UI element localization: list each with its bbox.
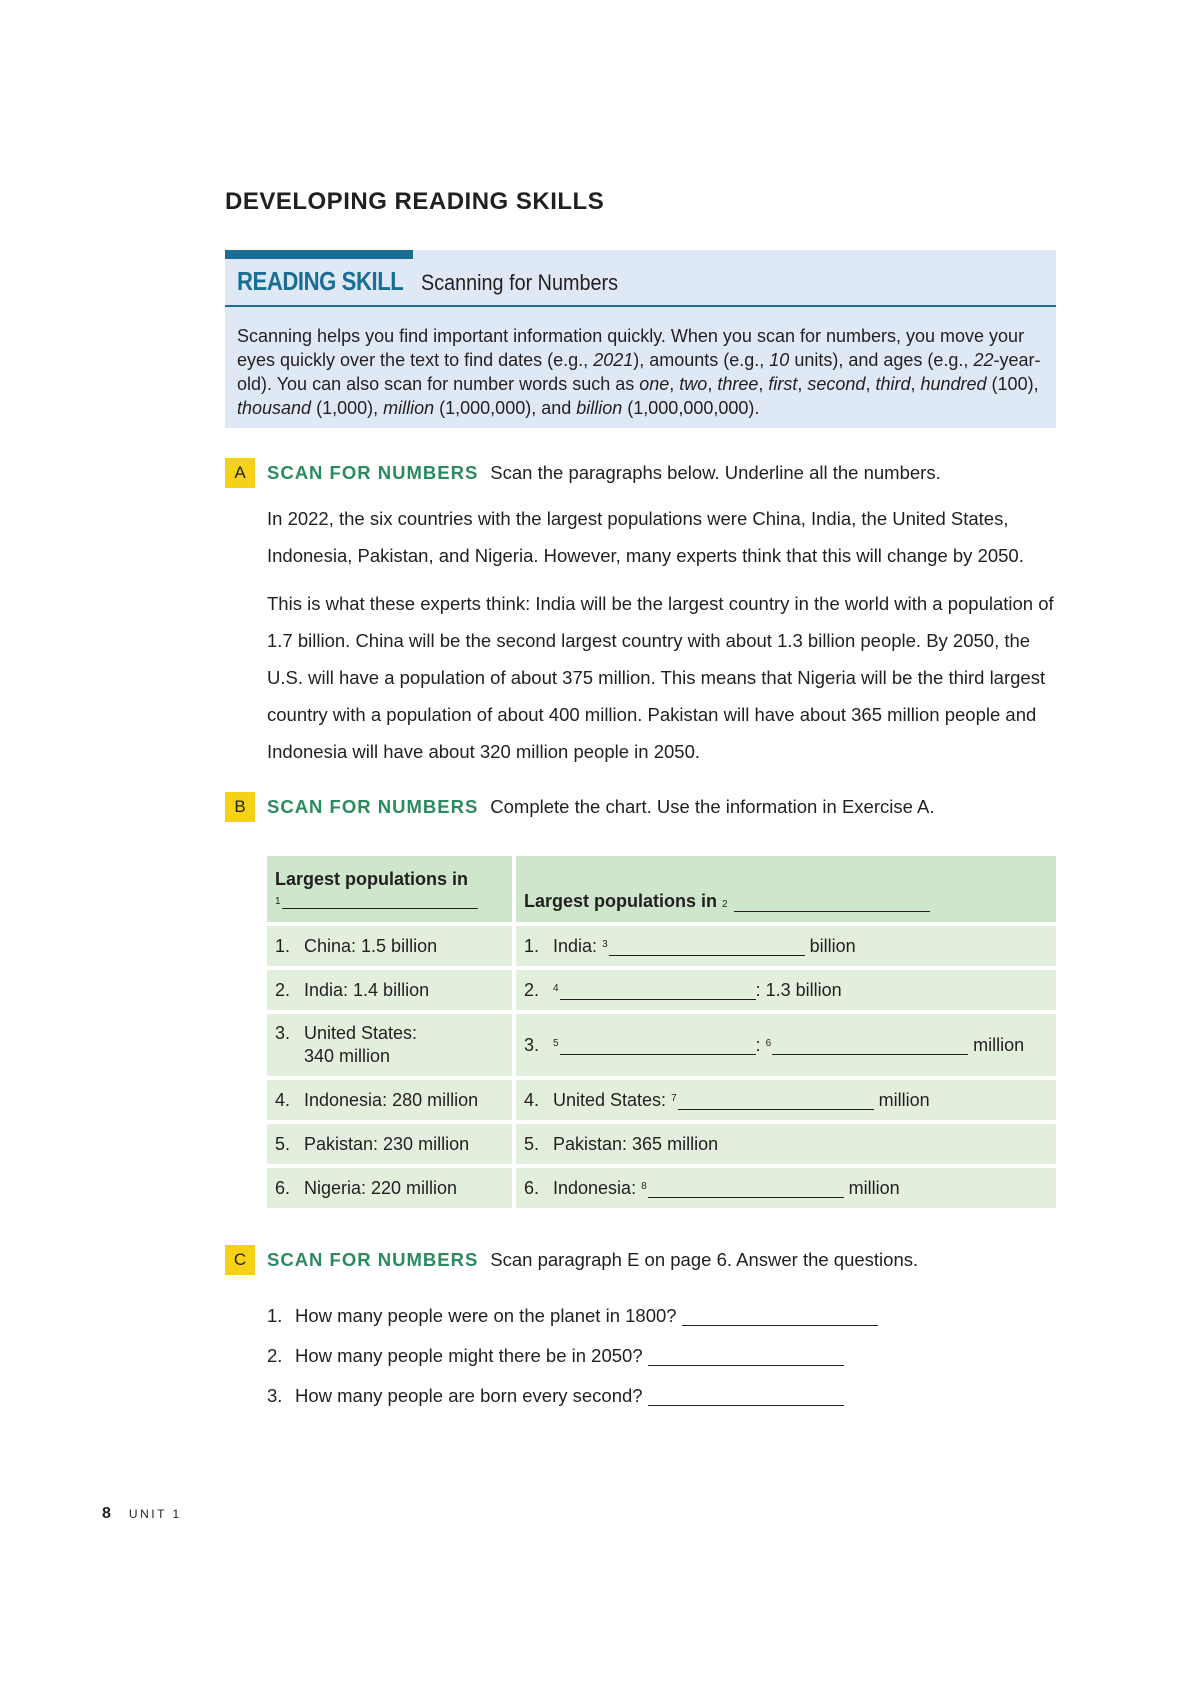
reading-skill-title: Scanning for Numbers (421, 270, 619, 295)
page-footer (102, 1505, 182, 1523)
table-row (267, 970, 1056, 1010)
right-cell: 3. $^5$ : $^6$ million (516, 1014, 1056, 1076)
table-row (267, 1124, 1056, 1164)
left-cell: 2. India: 1.4 billion (267, 970, 512, 1010)
left-cell: 6. Nigeria: 220 million (267, 1168, 512, 1208)
table-row (267, 926, 1056, 966)
exercise-badge-b: B (225, 792, 255, 822)
exercise-a-header (225, 458, 941, 488)
left-cell: 4. Indonesia: 280 million (267, 1080, 512, 1120)
exercise-a-paragraph-1: In 2022, the six countries with the largest populations were China, India, the United States, Indonesia, Pakistan, and Nigeria. However, many experts think that this will change by 2050. (267, 508, 1024, 566)
blank-input-8[interactable] (648, 1179, 844, 1198)
blank-input-1[interactable] (282, 890, 478, 909)
table-row (267, 1014, 1056, 1076)
question-item: 2. How many people might there be in 2050? (267, 1336, 878, 1376)
exercise-label: SCAN FOR NUMBERS (267, 1249, 479, 1270)
blank-input-7[interactable] (678, 1091, 874, 1110)
reading-skill-body: Scanning helps you find important information quickly. When you scan for numbers, you move your eyes quickly over the text to find dates (e.g., 2021), amounts (e.g., 10 units), and ages (e.g., 22-year-old). You can also scan for number words such as one, two, three, first, second, third, hundred (100), thousand (1,000), million (1,000,000), and billion (1,000,000,000). (237, 326, 1041, 418)
right-cell: 2. $^4$ : 1.3 billion (516, 970, 1056, 1010)
header-right: Largest populations in $^2$ (516, 856, 1056, 922)
question-item: 1. How many people were on the planet in 1800? (267, 1296, 878, 1336)
answer-blank-2[interactable] (648, 1347, 844, 1366)
table-row (267, 1168, 1056, 1208)
question-item: 3. How many people are born every second? (267, 1376, 878, 1416)
page-title: DEVELOPING READING SKILLS (225, 188, 605, 215)
blank-input-3[interactable] (609, 937, 805, 956)
exercise-b-header (225, 792, 935, 822)
blank-input-5[interactable] (560, 1036, 756, 1055)
exercise-c-header (225, 1245, 918, 1275)
table-header-row (267, 856, 1056, 922)
reading-skill-label: READING SKILL (237, 266, 404, 296)
right-cell: 5. Pakistan: 365 million (516, 1124, 1056, 1164)
exercise-badge-a: A (225, 458, 255, 488)
unit-label: UNIT 1 (128, 1507, 182, 1521)
blank-input-4[interactable] (560, 981, 756, 1000)
header-left: Largest populations in $^1$ (267, 856, 512, 922)
skill-accent-bar (225, 250, 413, 259)
population-chart-table (267, 856, 1056, 1212)
blank-input-2[interactable] (734, 893, 930, 912)
right-cell: 4. United States: $^7$ million (516, 1080, 1056, 1120)
exercise-label: SCAN FOR NUMBERS (267, 796, 479, 817)
skill-divider (225, 305, 1056, 307)
page-number: 8 (102, 1505, 111, 1522)
answer-blank-1[interactable] (682, 1307, 878, 1326)
exercise-instruction: Scan the paragraphs below. Underline all the numbers. (490, 462, 941, 483)
exercise-label: SCAN FOR NUMBERS (267, 462, 479, 483)
reading-skill-header (237, 266, 640, 304)
left-cell: 5. Pakistan: 230 million (267, 1124, 512, 1164)
exercise-a-paragraph-2: This is what these experts think: India will be the largest country in the world with a population of 1.7 billion. China will be the second largest country with about 1.3 billion people. By 2050, the U.S. will have a population of about 375 million. This means that Nigeria will be the third largest country with a population of about 400 million. Pakistan will have about 365 million people and Indonesia will have about 320 million people in 2050. (267, 593, 1054, 762)
right-cell: 1. India: $^3$ billion (516, 926, 1056, 966)
left-cell: 1. China: 1.5 billion (267, 926, 512, 966)
table-row (267, 1080, 1056, 1120)
blank-input-6[interactable] (772, 1036, 968, 1055)
left-cell: 3. United States: 340 million (267, 1014, 512, 1076)
exercise-c-questions (267, 1296, 878, 1416)
answer-blank-3[interactable] (648, 1387, 844, 1406)
exercise-instruction: Complete the chart. Use the information in Exercise A. (490, 796, 935, 817)
right-cell: 6. Indonesia: $^8$ million (516, 1168, 1056, 1208)
exercise-badge-c: C (225, 1245, 255, 1275)
exercise-instruction: Scan paragraph E on page 6. Answer the questions. (490, 1249, 919, 1270)
